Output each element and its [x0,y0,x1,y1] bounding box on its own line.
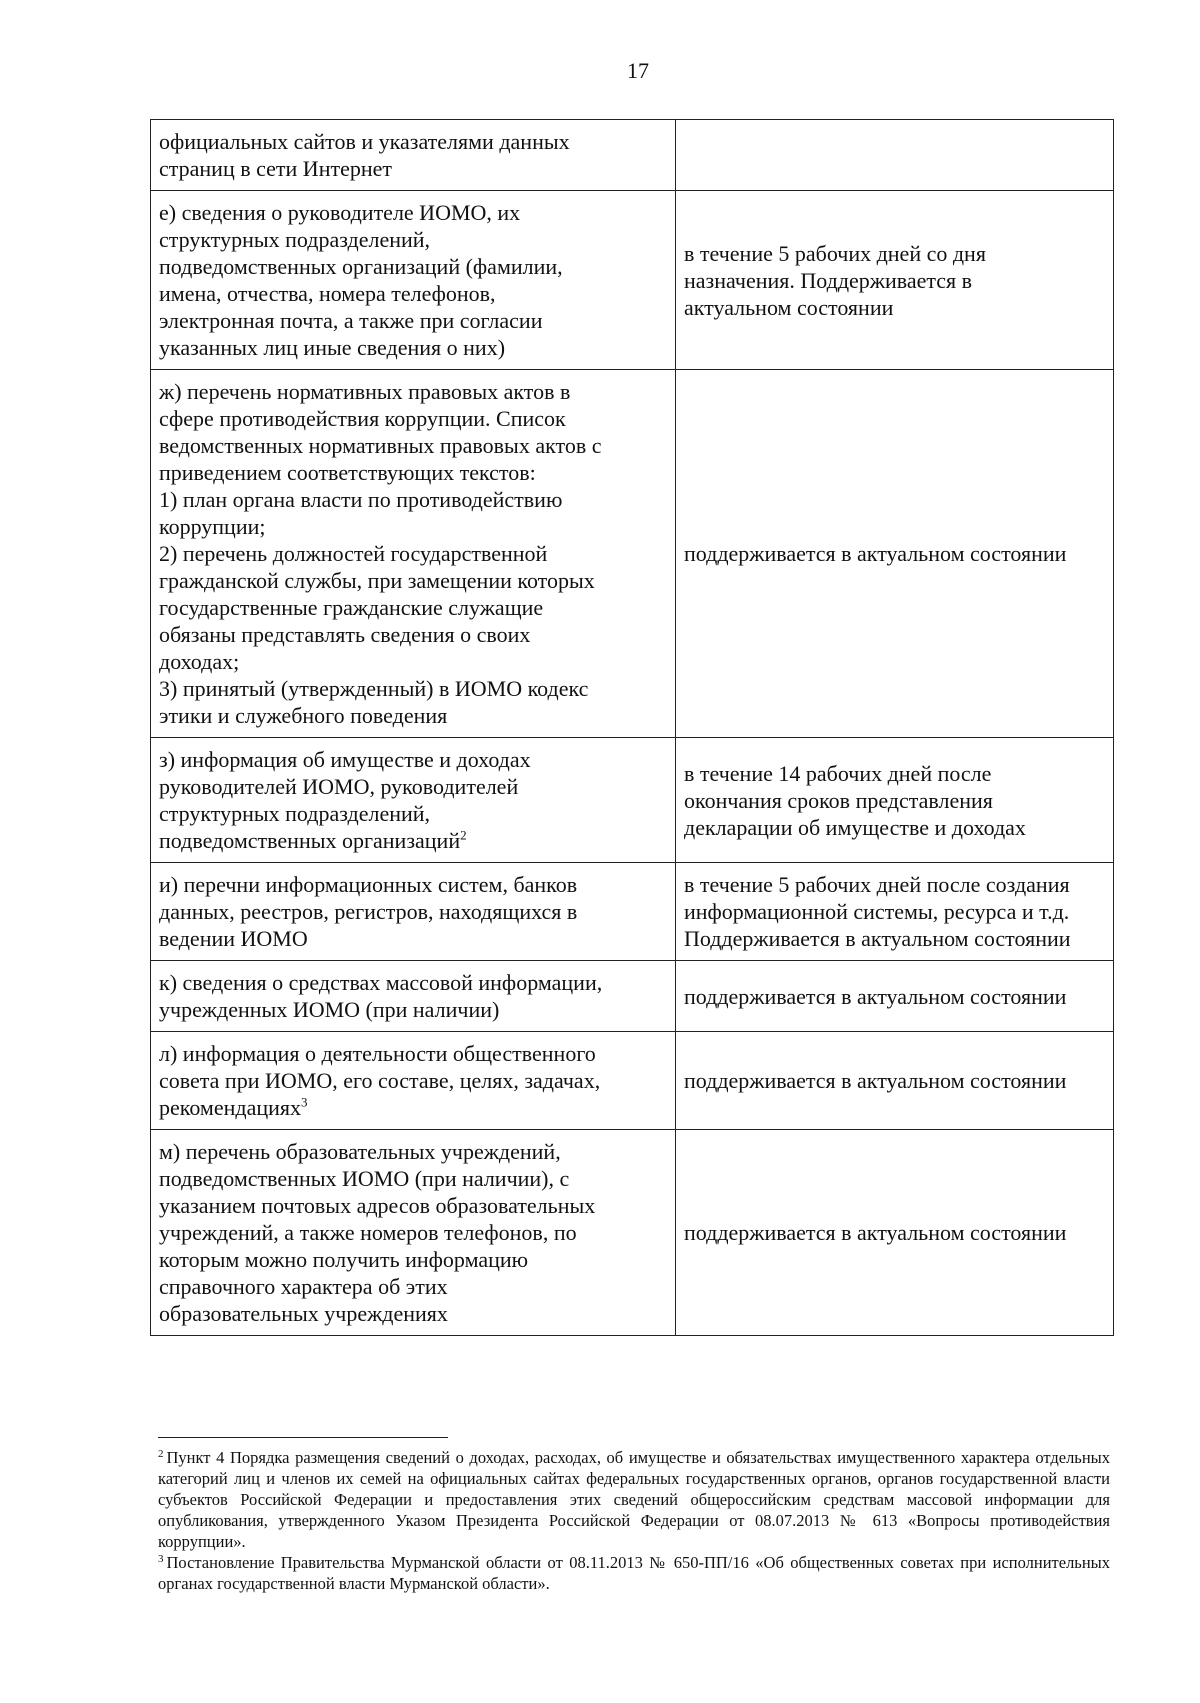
info-type-cell [151,1130,676,1336]
update-period-cell [676,1130,1114,1336]
footnote-ref[interactable]: 3 [301,1094,308,1110]
footnote-3 [158,1552,1110,1594]
update-period-text: поддерживается в актуальном состоянии [684,983,1067,1009]
info-type-cell [151,370,676,738]
table-row [151,1130,1114,1336]
footnote-divider [158,1437,448,1438]
info-type-text: ж) перечень нормативных правовых актов в сфере противодействия коррупции. Список ведомственных нормативных правовых актов с приведением соответствующих текстов: 1) план органа власти по противодействию коррупции; 2) перечень должностей государственной гражданской службы, при замещении которых государственные гражданские служащие обязаны представлять сведения о своих доходах; 3) принятый (утвержденный) в ИОМО кодекс этики и служебного поведения [159,379,602,728]
footnote-text: Постановление Правительства Мурманской области от 08.11.2013 № 650-ПП/16 «Об общественных советах при исполнительных органах государственной власти Мурманской области». [158,1553,1110,1593]
update-period-text: в течение 14 рабочих дней после окончания сроков представления декларации об имуществе и доходах [684,760,1026,840]
info-type-text: и) перечни информационных систем, банков данных, реестров, регистров, находящихся в ведении ИОМО [159,872,578,951]
info-type-cell [151,961,676,1032]
update-period-cell [676,1032,1114,1130]
update-period-cell [676,961,1114,1032]
info-type-cell [151,863,676,961]
table-row [151,120,1114,191]
table-row [151,738,1114,863]
footnote-2 [158,1447,1110,1552]
update-period-text: поддерживается в актуальном состоянии [684,1068,1067,1093]
info-type-text: к) сведения о средствах массовой информации, учрежденных ИОМО (при наличии) [159,970,603,1022]
update-period-cell [676,191,1114,370]
footnote-text: Пункт 4 Порядка размещения сведений о доходах, расходах, об имуществе и обязательствах имущественного характера отдельных категорий лиц и членов их семей на официальных сайтах федеральных государственных органов, органов государственной власти субъектов Российской Федерации и предоставления этих сведений общероссийским средствам массовой информации для опубликования, утвержденного Указом Президента Российской Федерации от 08.07.2013 № 613 «Вопросы противодействия коррупции». [158,1448,1110,1551]
update-period-cell [676,738,1114,863]
update-period-text: в течение 5 рабочих дней после создания информационной системы, ресурса и т.д. Поддерживается в актуальном состоянии [684,872,1071,951]
update-period-text: в течение 5 рабочих дней со дня назначения. Поддерживается в актуальном состоянии [684,240,986,320]
footnotes [158,1447,1110,1594]
footnote-mark: 2 [158,1447,164,1460]
info-type-text: е) сведения о руководителе ИОМО, их структурных подразделений, подведомственных организаций (фамилии, имена, отчества, номера телефонов, электронная почта, а также при согласии указанных лиц иные сведения о них) [159,200,563,360]
info-type-text: з) информация об имуществе и доходах руководителей ИОМО, руководителей структурных подразделений, подведомственных организаций [159,747,531,853]
info-type-cell [151,191,676,370]
footnote-ref[interactable]: 2 [460,827,467,843]
info-type-cell [151,1032,676,1130]
info-type-text: л) информация о деятельности общественного совета при ИОМО, его составе, целях, задачах, рекомендациях [159,1041,601,1120]
update-period-text: поддерживается в актуальном состоянии [684,541,1067,566]
info-type-text: м) перечень образовательных учреждений, подведомственных ИОМО (при наличии), с указанием почтовых адресов образовательных учреждений, а также номеров телефонов, по которым можно получить информацию справочного характера об этих образовательных учреждениях [159,1139,596,1326]
table-row [151,1032,1114,1130]
update-period-cell [676,120,1114,191]
update-period-text: поддерживается в актуальном состоянии [684,1220,1067,1245]
update-period-cell [676,370,1114,738]
info-type-text: официальных сайтов и указателями данных страниц в сети Интернет [159,129,570,181]
page-number: 17 [627,58,649,83]
table-row [151,370,1114,738]
table-row [151,191,1114,370]
update-period-cell [676,863,1114,961]
info-type-cell [151,738,676,863]
info-type-cell [151,120,676,191]
requirements-table [150,119,1114,1336]
table-row [151,863,1114,961]
table-row [151,961,1114,1032]
footnote-mark: 3 [158,1552,164,1565]
